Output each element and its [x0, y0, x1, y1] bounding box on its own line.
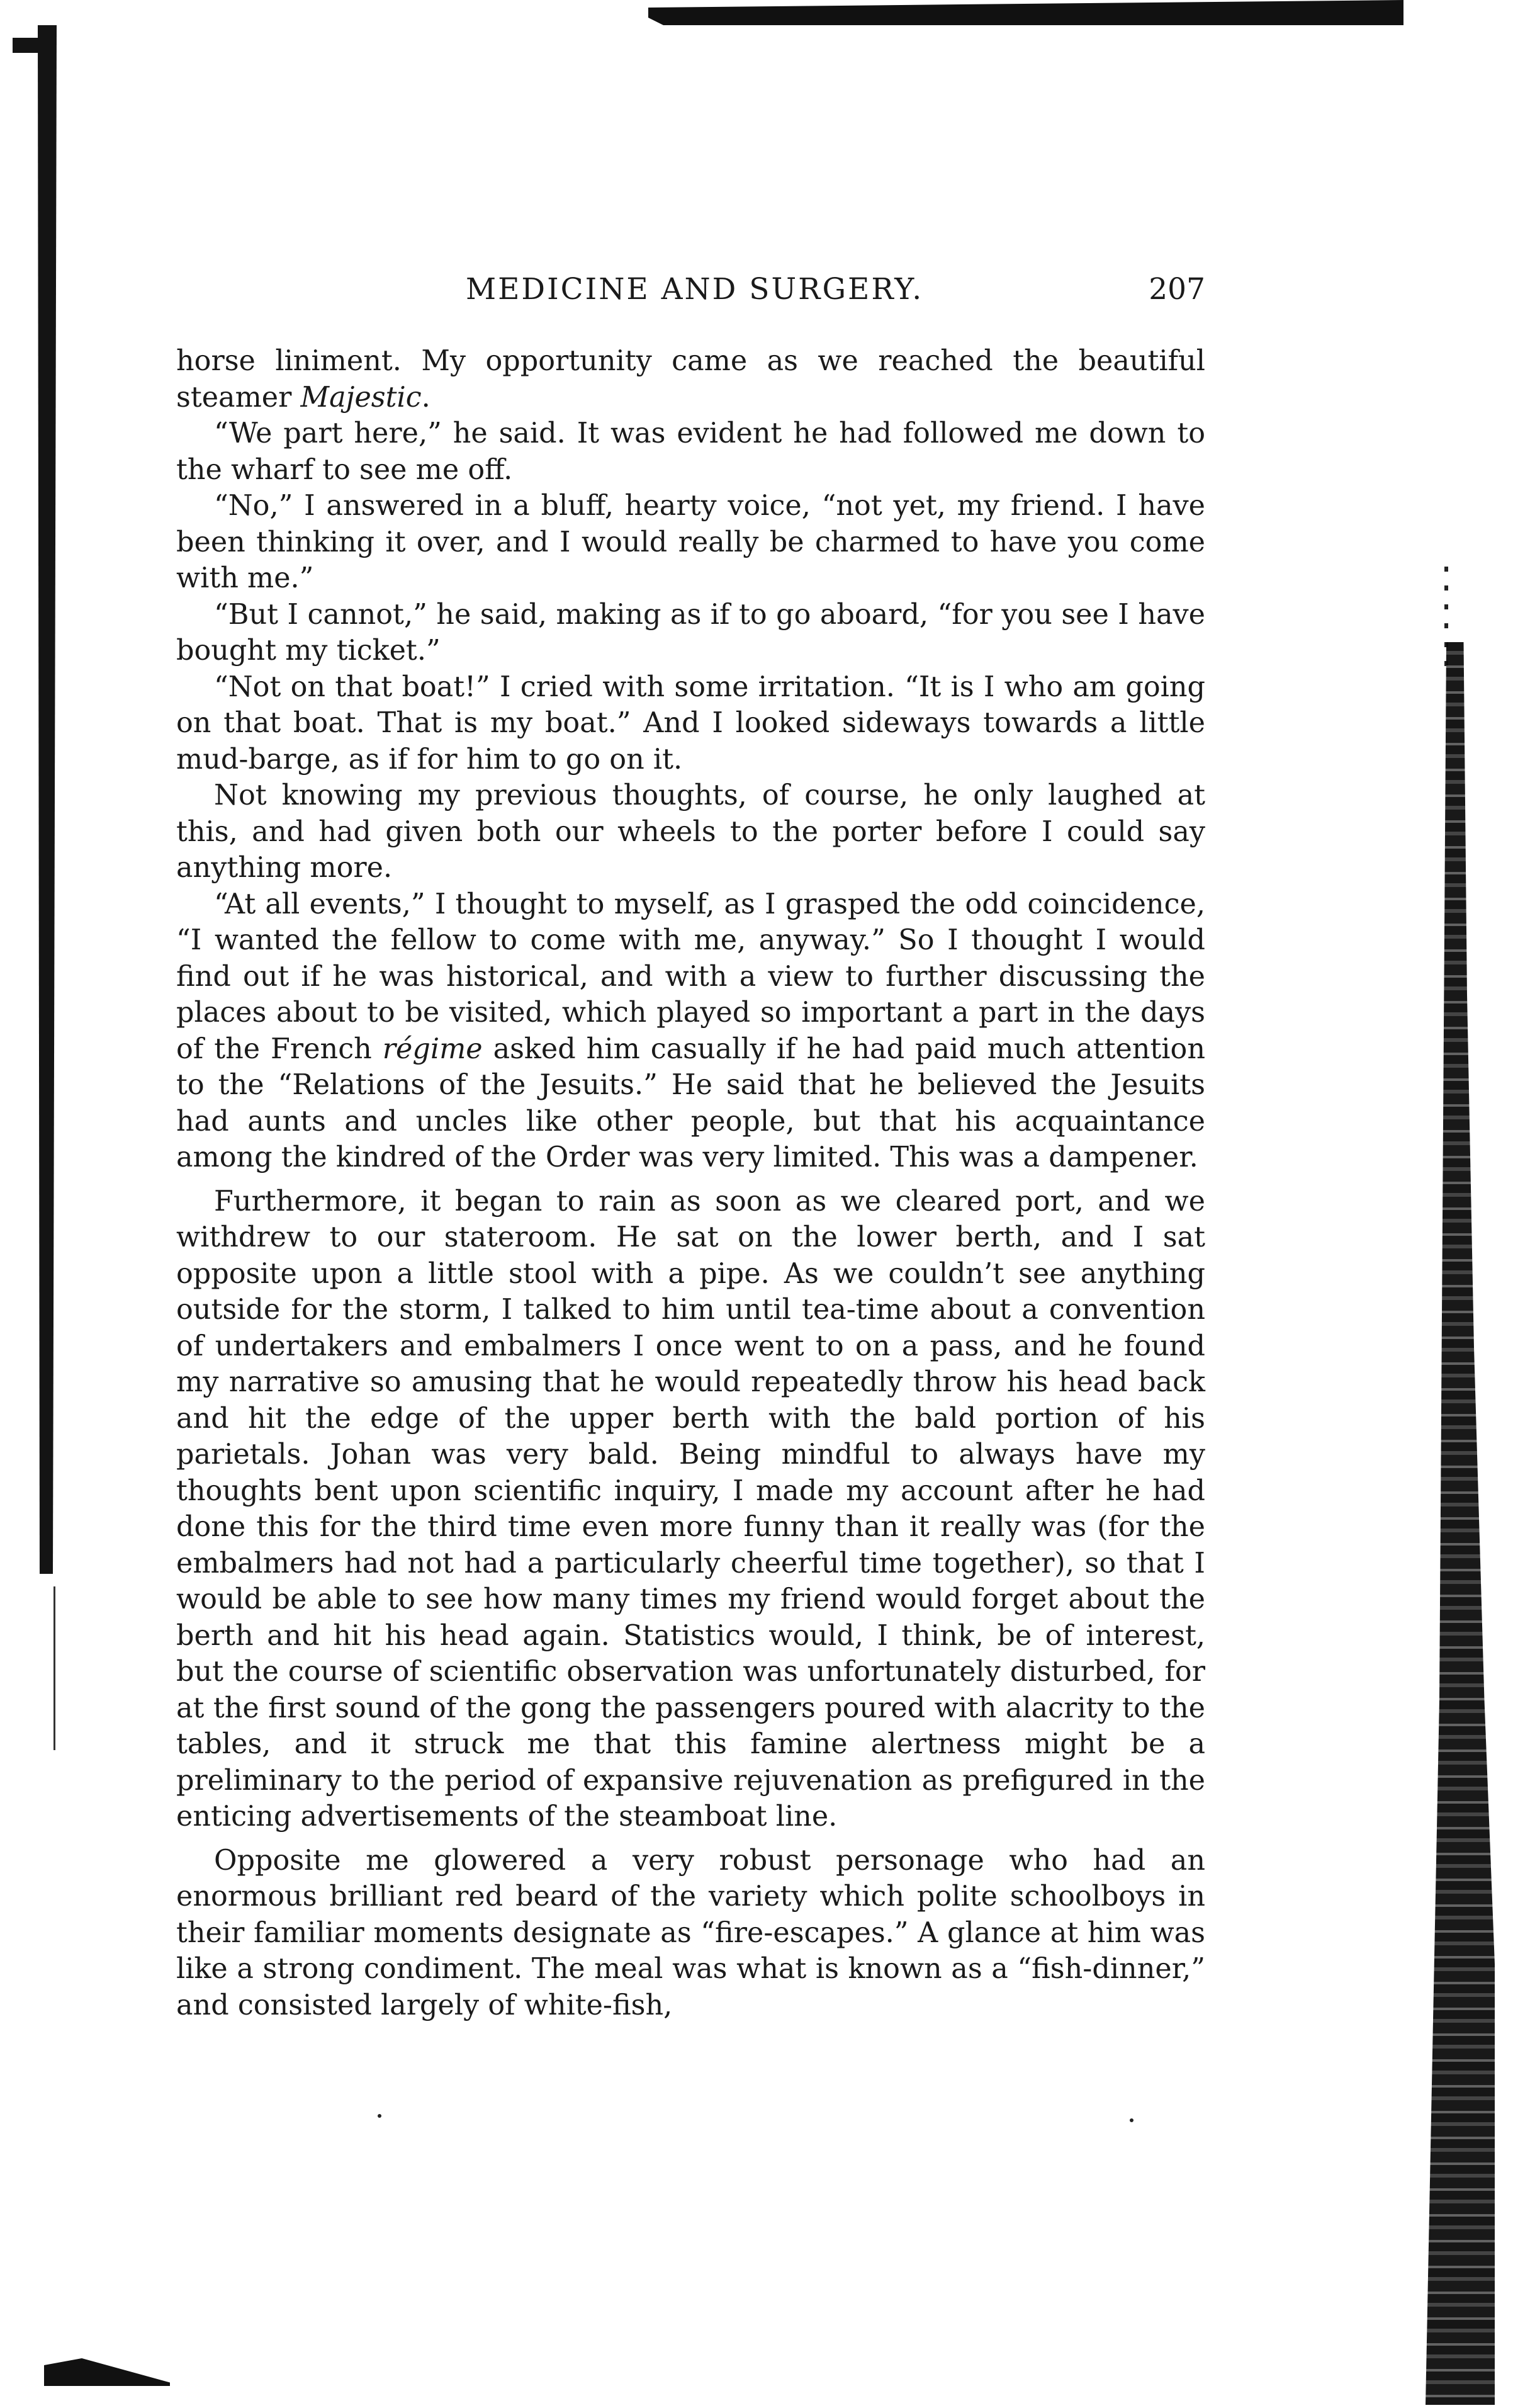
paragraph-text: asked him casually if he had paid much attention to the “Relations of the Jesuits.” He said that he believed the Jesuits had aunts and uncles like other people, but that his acquaintance among the kindred of the Order was very limited. This was a dampener. [176, 1032, 1205, 1173]
stray-mark [1130, 2118, 1133, 2122]
body-text [176, 343, 1205, 2023]
paragraph-text: . [421, 381, 430, 414]
running-head [176, 264, 1205, 315]
scan-edge-right [1426, 642, 1495, 2405]
italic-term: régime [382, 1032, 483, 1065]
paragraph: Not knowing my previous thoughts, of course, he only laughed at this, and had given both our wheels to the porter before I could say anything more. [176, 779, 1205, 884]
ship-name: Majestic [300, 381, 422, 414]
paragraph: “But I cannot,” he said, making as if to go aboard, “for you see I have bought my ticket.” [176, 598, 1205, 667]
paragraph: Furthermore, it began to rain as soon as we cleared port, and we withdrew to our stateroom. He sat on the lower berth, and I sat opposite upon a little stool with a pipe. As we couldn’t see anything outside for the storm, I talked to him until tea-time about a convention of undertakers and embalmers I once went to on a pass, and he found my narrative so amusing that he would repeatedly throw his head back and hit the edge of the upper berth with the bald portion of his parietals. Johan was very bald. Being mindful to always have my thoughts bent upon scientific inquiry, I made my account after he had done this for the third time even more funny than it really was (for the embalmers had not had a particularly cheerful time together), so that I would be able to see how many times my friend would forget about the berth and hit his head again. Statistics would, I think, be of interest, but the course of scientific observation was unfortunately disturbed, for at the first sound of the gong the passengers poured with alacrity to the tables, and it struck me that this famine alertness might be a preliminary to the period of expansive rejuvenation as prefigured in the enticing advertisements of the steamboat line. [176, 1185, 1205, 1833]
paragraph-text: horse liniment. My opportunity came as we reached the beautiful steamer [176, 345, 1205, 414]
running-title: MEDICINE AND SURGERY. [466, 272, 924, 307]
paragraph [176, 886, 1205, 1176]
scan-corner-bottom-left [44, 2351, 170, 2386]
paragraph: “Not on that boat!” I cried with some irritation. “It is I who am going on that boat. That is my boat.” And I looked sideways towards a little mud-barge, as if for him to go on it. [176, 670, 1205, 776]
paragraph-text: “At all events,” I thought to myself, as I grasped the odd coincidence, “I wanted the fellow to come with me, anyway.” So I thought I would find out if he was historical, and with a view to further discussing the places about to be visited, which played so important a part in the days of the French [176, 888, 1205, 1065]
paragraph: “We part here,” he said. It was evident he had followed me down to the wharf to see me off. [176, 417, 1205, 486]
paragraph [176, 343, 1205, 415]
scan-edge-top [648, 0, 1403, 25]
stray-mark [378, 2114, 381, 2118]
paragraph: Opposite me glowered a very robust personage who had an enormous brilliant red beard of the variety which polite schoolboys in their familiar moments designate as “fire-escapes.” A glance at him was like a strong condiment. The meal was what is known as a “fish-dinner,” and consisted largely of white-fish, [176, 1844, 1205, 2021]
paragraph: “No,” I answered in a bluff, hearty voice, “not yet, my friend. I have been thinking it over, and I would really be charmed to have you come with me.” [176, 490, 1205, 594]
page-number: 207 [1149, 272, 1205, 307]
scan-edge-left [38, 25, 57, 1574]
scan-edge-left-dash [53, 1586, 55, 1750]
